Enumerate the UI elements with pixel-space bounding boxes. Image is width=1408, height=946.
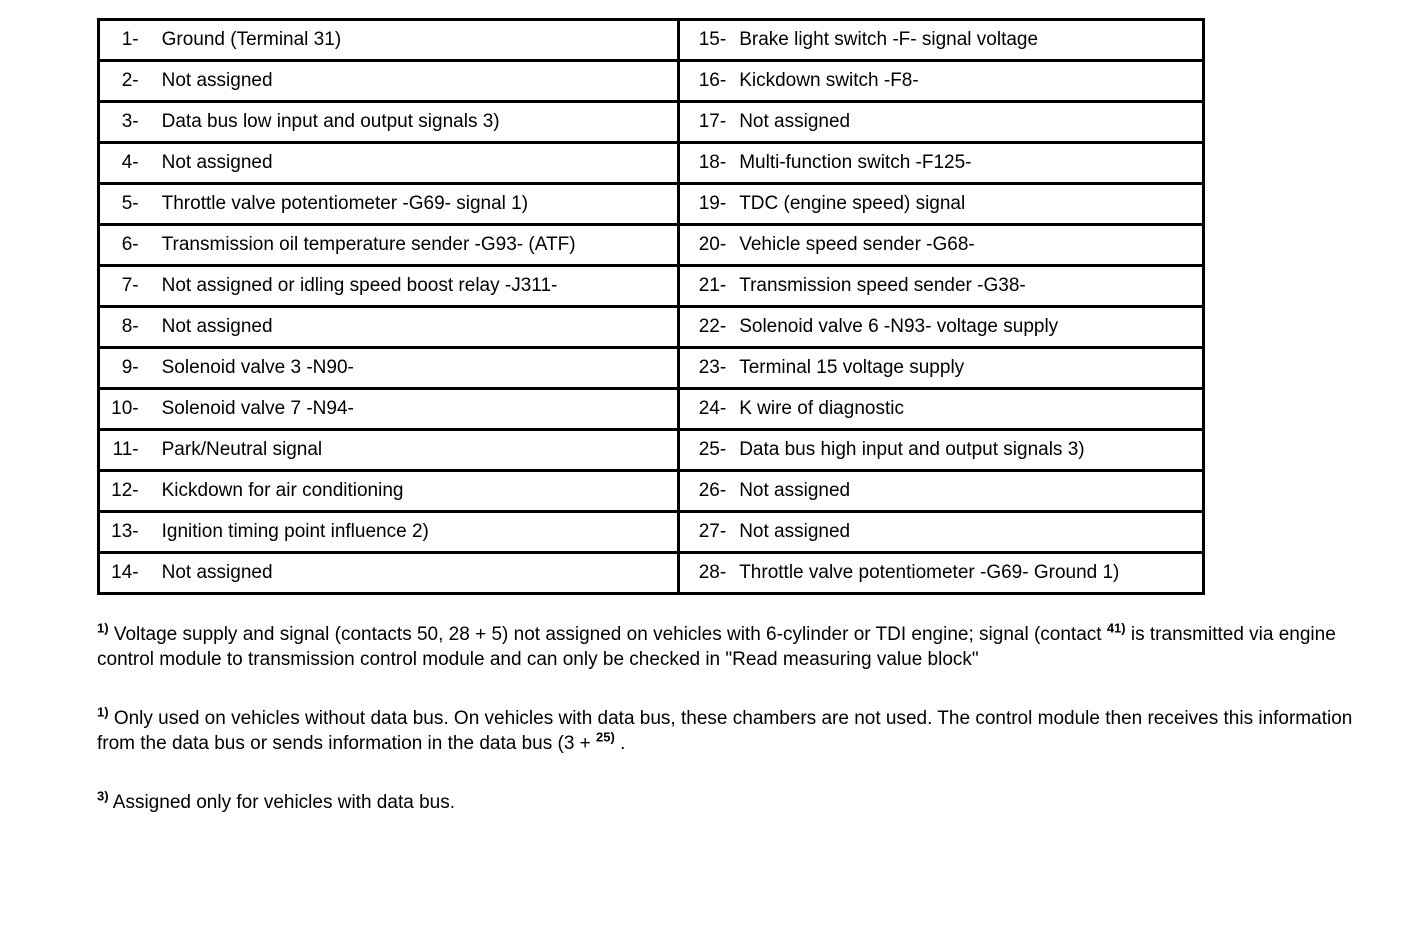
pin-number: 27- [678, 512, 731, 553]
pin-description: Not assigned [147, 553, 678, 594]
table-row [99, 61, 1204, 102]
pin-number: 14- [99, 553, 147, 594]
table-row [99, 20, 1204, 61]
pin-number: 25- [678, 430, 731, 471]
footnote-1 [97, 622, 1375, 672]
table-row [99, 225, 1204, 266]
pin-description: Not assigned [147, 61, 678, 102]
pin-description: Data bus low input and output signals 3) [147, 102, 678, 143]
table-row [99, 102, 1204, 143]
pin-description: Kickdown for air conditioning [147, 471, 678, 512]
pin-description: TDC (engine speed) signal [731, 184, 1203, 225]
pin-description: Multi-function switch -F125- [731, 143, 1203, 184]
pin-description: Park/Neutral signal [147, 430, 678, 471]
pin-number: 22- [678, 307, 731, 348]
pin-description: Solenoid valve 6 -N93- voltage supply [731, 307, 1203, 348]
pin-description: Ground (Terminal 31) [161, 29, 342, 50]
footnote-2-marker: 1) [97, 704, 109, 720]
pin-number: 16- [678, 61, 731, 102]
pin-description: Throttle valve potentiometer -G69- signal 1) [147, 184, 678, 225]
table-row [99, 348, 1204, 389]
pin-number: 3- [99, 102, 147, 143]
pin-description: Not assigned [731, 471, 1203, 512]
pin-number: 23- [678, 348, 731, 389]
pin-number: 26- [678, 471, 731, 512]
footnotes-section [97, 622, 1375, 849]
pin-assignment-table [97, 18, 1205, 595]
pin-number: 2- [99, 61, 147, 102]
footnote-1-text-cont: is transmitted via engine control module to transmission control module and can only be checked in "Read measuring value block" [97, 624, 1336, 670]
pin-description: Kickdown switch -F8- [731, 61, 1203, 102]
table-row [99, 389, 1204, 430]
pin-description: K wire of diagnostic [731, 389, 1203, 430]
table-row [99, 512, 1204, 553]
footnote-2 [97, 706, 1375, 756]
pin-description: Transmission oil temperature sender -G93- (ATF) [147, 225, 678, 266]
pin-description: Not assigned [147, 143, 678, 184]
footnote-1-inline-sup: 41) [1106, 620, 1126, 636]
pin-number: 24- [678, 389, 731, 430]
pin-description: Throttle valve potentiometer -G69- Ground 1) [731, 553, 1203, 594]
pin-description: Solenoid valve 3 -N90- [147, 348, 678, 389]
table-row [99, 307, 1204, 348]
table-row [99, 184, 1204, 225]
pin-number: 19- [678, 184, 731, 225]
footnote-1-text: Voltage supply and signal (contacts 50, 28 + 5) not assigned on vehicles with 6-cylinder or TDI engine; signal (contact [108, 624, 1107, 645]
pin-number: 10- [99, 389, 147, 430]
footnote-1-marker: 1) [97, 620, 109, 636]
table-row [99, 266, 1204, 307]
pin-description: Data bus high input and output signals 3) [731, 430, 1203, 471]
pin-description: Not assigned [731, 512, 1203, 553]
footnote-2-text-cont: . [614, 733, 626, 754]
pin-number: 1- [121, 29, 139, 50]
pin-number: 28- [678, 553, 731, 594]
pin-number: 15- [678, 20, 731, 61]
pin-number: 18- [678, 143, 731, 184]
pin-number: 20- [678, 225, 731, 266]
footnote-2-text: Only used on vehicles without data bus. On vehicles with data bus, these chambers are not used. The control module then receives this information from the data bus or sends information in the data bus (3 + [97, 708, 1353, 754]
footnote-3 [97, 790, 1375, 815]
table-row [99, 143, 1204, 184]
pin-description: Not assigned [731, 102, 1203, 143]
pin-number: 9- [99, 348, 147, 389]
pin-number: 8- [99, 307, 147, 348]
pin-number: 21- [678, 266, 731, 307]
pin-number: 12- [99, 471, 147, 512]
table-row [99, 430, 1204, 471]
pin-description: Not assigned [147, 307, 678, 348]
pin-number: 11- [99, 430, 147, 471]
footnote-3-marker: 3) [97, 788, 109, 804]
pin-number: 17- [678, 102, 731, 143]
pin-description: Transmission speed sender -G38- [731, 266, 1203, 307]
pin-number: 7- [99, 266, 147, 307]
table-row [99, 471, 1204, 512]
pin-description: Not assigned or idling speed boost relay -J311- [147, 266, 678, 307]
pin-description: Solenoid valve 7 -N94- [147, 389, 678, 430]
pin-description: Brake light switch -F- signal voltage [739, 29, 1039, 50]
pin-number: 6- [99, 225, 147, 266]
pin-description: Ignition timing point influence 2) [147, 512, 678, 553]
footnote-3-text: Assigned only for vehicles with data bus. [108, 792, 455, 813]
pin-number: 13- [99, 512, 147, 553]
pin-description: Vehicle speed sender -G68- [731, 225, 1203, 266]
pin-description: Terminal 15 voltage supply [731, 348, 1203, 389]
pin-number: 4- [99, 143, 147, 184]
footnote-2-inline-sup: 25) [596, 729, 615, 745]
pin-number: 5- [99, 184, 147, 225]
table-row [99, 553, 1204, 594]
